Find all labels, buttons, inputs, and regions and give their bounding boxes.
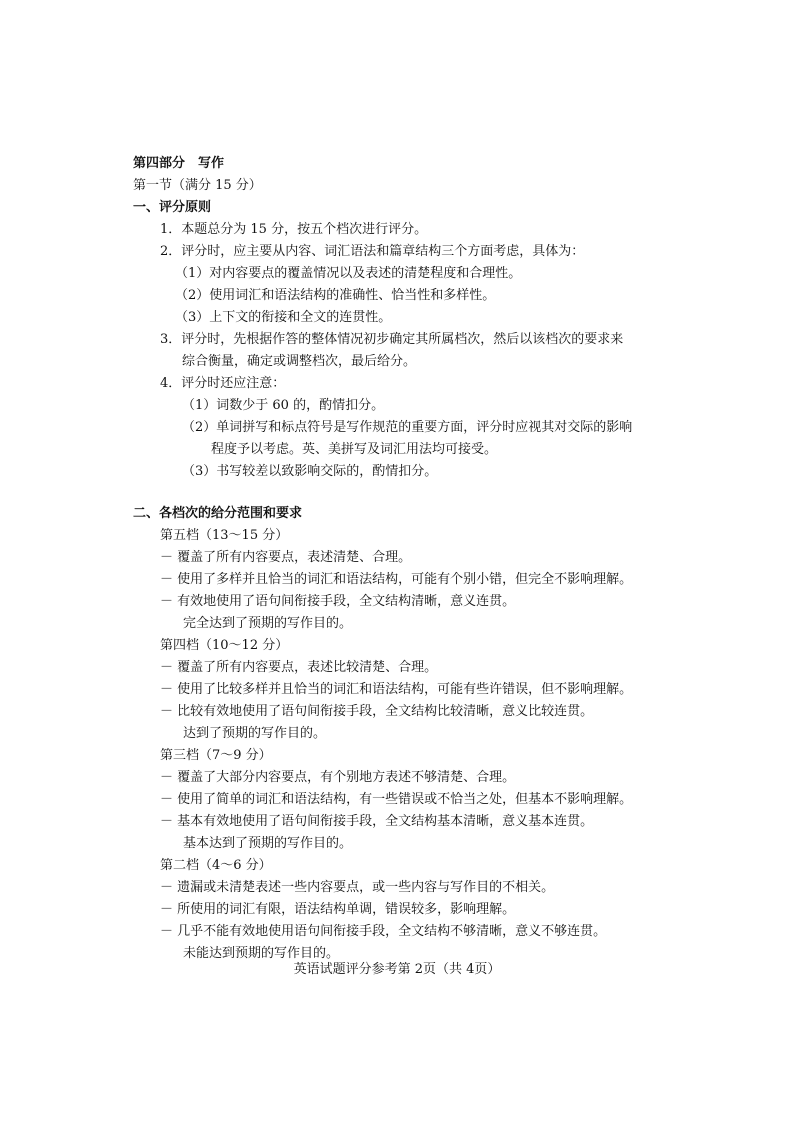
band-summary: 达到了预期的写作目的。 bbox=[183, 726, 327, 741]
band-title: 第二档（4～6 分） bbox=[160, 858, 272, 873]
principle-line: 2．评分时，应主要从内容、词汇语法和篇章结构三个方面考虑，具体为： bbox=[160, 244, 585, 259]
principle-line: 1．本题总分为 15 分，按五个档次进行评分。 bbox=[160, 222, 428, 237]
bands-heading: 二、各档次的给分范围和要求 bbox=[133, 506, 303, 521]
band-point: － 覆盖了大部分内容要点，有个别地方表述不够清楚、合理。 bbox=[160, 770, 516, 785]
principle-line: 3．评分时，先根据作答的整体情况初步确定其所属档次，然后以该档次的要求来 bbox=[160, 332, 624, 347]
band-point: － 几乎不能有效地使用语句间衔接手段，全文结构不够清晰，意义不够连贯。 bbox=[160, 924, 607, 939]
band-point: － 所使用的词汇有限，语法结构单调，错误较多，影响理解。 bbox=[160, 902, 516, 917]
band-point: － 覆盖了所有内容要点，表述清楚、合理。 bbox=[160, 550, 412, 565]
page-footer: 英语试题评分参考第 2页（共 4页） bbox=[293, 962, 501, 977]
band-point: － 使用了简单的词汇和语法结构，有一些错误或不恰当之处，但基本不影响理解。 bbox=[160, 792, 633, 807]
band-point: － 基本有效地使用了语句间衔接手段，全文结构基本清晰，意义基本连贯。 bbox=[160, 814, 594, 829]
principle-continuation: 综合衡量，确定或调整档次，最后给分。 bbox=[182, 354, 417, 369]
principle-subline: （1）词数少于 60 的，酌情扣分。 bbox=[182, 398, 385, 413]
principles-heading: 一、评分原则 bbox=[133, 200, 212, 215]
principle-subline: （3）上下文的衔接和全文的连贯性。 bbox=[175, 310, 392, 325]
principle-line: 4．评分时还应注意： bbox=[160, 376, 286, 391]
band-title: 第四档（10～12 分） bbox=[160, 638, 289, 653]
band-point: － 遗漏或未清楚表述一些内容要点，或一些内容与写作目的不相关。 bbox=[160, 880, 555, 895]
band-summary: 基本达到了预期的写作目的。 bbox=[183, 836, 353, 851]
band-point: － 使用了比较多样并且恰当的词汇和语法结构，可能有些许错误，但不影响理解。 bbox=[160, 682, 633, 697]
band-title: 第三档（7～9 分） bbox=[160, 748, 272, 763]
band-summary: 未能达到预期的写作目的。 bbox=[183, 946, 340, 961]
principle-subline: （3）书写较差以致影响交际的，酌情扣分。 bbox=[182, 464, 438, 479]
part-title: 第四部分 写作 bbox=[133, 156, 225, 171]
band-title: 第五档（13～15 分） bbox=[160, 528, 289, 543]
band-point: － 比较有效地使用了语句间衔接手段，全文结构比较清晰，意义比较连贯。 bbox=[160, 704, 594, 719]
principle-subline: （2）单词拼写和标点符号是写作规范的重要方面，评分时应视其对交际的影响 bbox=[182, 420, 633, 435]
band-point: － 使用了多样并且恰当的词汇和语法结构，可能有个别小错，但完全不影响理解。 bbox=[160, 572, 633, 587]
band-point: － 有效地使用了语句间衔接手段，全文结构清晰，意义连贯。 bbox=[160, 594, 516, 609]
section-title: 第一节（满分 15 分） bbox=[133, 178, 262, 193]
principle-subline: （1）对内容要点的覆盖情况以及表述的清楚程度和合理性。 bbox=[175, 266, 522, 281]
principle-continuation: 程度予以考虑。英、美拼写及词汇用法均可接受。 bbox=[211, 442, 498, 457]
band-summary: 完全达到了预期的写作目的。 bbox=[183, 616, 353, 631]
band-point: － 覆盖了所有内容要点，表述比较清楚、合理。 bbox=[160, 660, 438, 675]
principle-subline: （2）使用词汇和语法结构的准确性、恰当性和多样性。 bbox=[175, 288, 496, 303]
